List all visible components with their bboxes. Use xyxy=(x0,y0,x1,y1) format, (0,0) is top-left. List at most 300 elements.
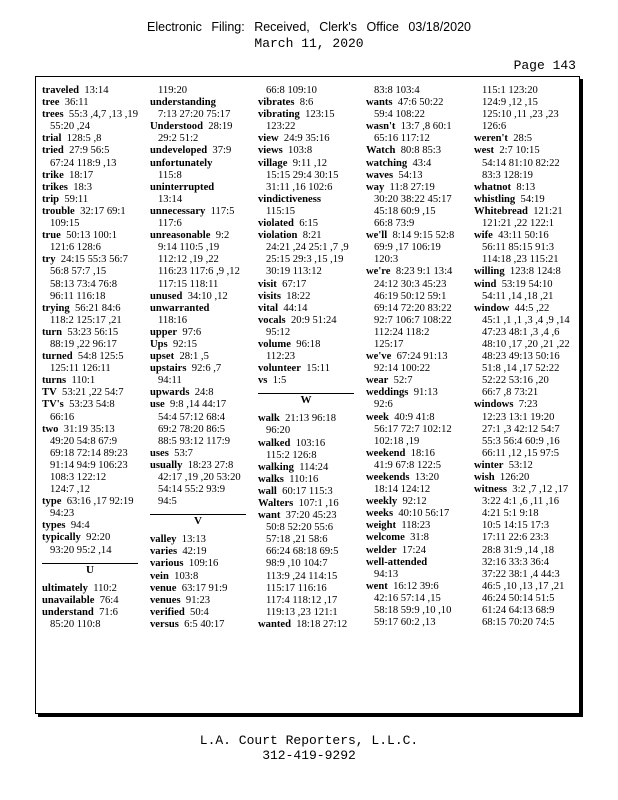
index-term: upper xyxy=(150,326,178,338)
index-term: watching xyxy=(366,157,408,169)
index-refs: 9:2 xyxy=(215,230,230,242)
index-refs: 94:5 xyxy=(158,496,177,508)
index-term: vs xyxy=(258,375,268,387)
index-refs: 49:20 54:8 67:9 xyxy=(50,435,118,447)
index-refs: 28:8 31:9 ,14 ,18 xyxy=(482,544,555,556)
index-refs: 31:8 xyxy=(410,532,429,544)
index-entry xyxy=(258,522,356,534)
index-entry xyxy=(42,109,140,121)
index-entry xyxy=(258,351,356,363)
index-entry xyxy=(474,339,572,351)
index-entry xyxy=(258,266,356,278)
index-refs: 117:5 xyxy=(210,205,235,217)
index-entry xyxy=(42,412,140,424)
section-letter: W xyxy=(300,394,312,407)
index-entry xyxy=(150,206,248,218)
index-entry xyxy=(42,121,140,133)
index-refs: 30:19 113:12 xyxy=(266,266,322,278)
index-refs: 124:9 ,12 ,15 xyxy=(482,97,538,109)
section-header xyxy=(258,387,356,413)
index-entry xyxy=(258,425,356,437)
index-entry xyxy=(42,339,140,351)
index-entry xyxy=(258,558,356,570)
index-entry xyxy=(366,581,464,593)
index-refs: 96:20 xyxy=(266,425,291,437)
footer-phone: 312-419-9292 xyxy=(262,748,356,763)
index-refs: 85:20 110:8 xyxy=(50,618,101,630)
index-entry xyxy=(150,315,248,327)
index-entry xyxy=(150,182,248,194)
index-column-3 xyxy=(258,85,356,705)
index-entry xyxy=(150,399,248,411)
index-term: trying xyxy=(42,302,70,314)
index-entry xyxy=(150,133,248,145)
index-refs: 113:9 ,24 114:15 xyxy=(266,570,338,582)
index-refs: 16:12 39:6 xyxy=(393,580,439,592)
index-term: versus xyxy=(150,618,179,630)
index-refs: 91:14 94:9 106:23 xyxy=(50,459,128,471)
index-entry xyxy=(42,170,140,182)
index-refs: 20:9 51:24 xyxy=(290,314,337,326)
index-refs: 29:2 51:2 xyxy=(158,133,199,145)
index-entry xyxy=(366,557,464,569)
index-term: TV's xyxy=(42,399,64,411)
index-refs: 121:21 xyxy=(533,205,563,217)
index-term: walks xyxy=(258,473,284,485)
index-refs: 59:17 60:2 ,13 xyxy=(374,617,436,629)
index-term: TV xyxy=(42,387,57,399)
index-refs: 117:15 118:11 xyxy=(158,278,219,290)
index-entry xyxy=(42,387,140,399)
index-entry xyxy=(474,97,572,109)
index-term: willing xyxy=(474,266,505,278)
index-term: wall xyxy=(258,485,277,497)
index-entry xyxy=(150,375,248,387)
index-term: understand xyxy=(42,606,94,618)
index-entry xyxy=(42,595,140,607)
index-entry xyxy=(366,182,464,194)
index-entry xyxy=(366,508,464,520)
index-entry xyxy=(366,97,464,109)
index-refs: 57:18 ,21 58:6 xyxy=(266,534,328,546)
index-term: tried xyxy=(42,145,64,157)
index-refs: 8:6 xyxy=(299,97,314,109)
index-refs: 50:4 xyxy=(190,606,209,618)
index-refs: 11:8 27:19 xyxy=(389,181,435,193)
index-refs: 31:11 ,16 102:6 xyxy=(266,181,333,193)
index-refs: 88:5 93:12 117:9 xyxy=(158,435,230,447)
index-term: whistling xyxy=(474,193,516,205)
index-entry xyxy=(150,291,248,303)
index-refs: 121:21 ,22 122:1 xyxy=(482,218,555,230)
index-term: trike xyxy=(42,169,64,181)
index-entry xyxy=(366,363,464,375)
index-refs: 34:10 ,12 xyxy=(187,290,228,302)
index-term: verified xyxy=(150,606,185,618)
index-entry xyxy=(150,218,248,230)
index-refs: 93:20 95:2 ,14 xyxy=(50,544,112,556)
index-refs: 59:11 xyxy=(64,193,89,205)
index-column-1 xyxy=(42,85,140,705)
index-term: volume xyxy=(258,338,291,350)
index-entry xyxy=(42,436,140,448)
index-refs: 37:22 38:1 ,4 44:3 xyxy=(482,568,560,580)
index-term: violated xyxy=(258,218,294,230)
page-number: Page 143 xyxy=(513,58,576,73)
index-refs: 103:8 xyxy=(288,145,313,157)
index-entry xyxy=(474,145,572,157)
index-refs: 48:23 49:13 50:16 xyxy=(482,351,560,363)
index-entry xyxy=(150,242,248,254)
index-entry xyxy=(42,279,140,291)
index-entry xyxy=(42,619,140,631)
index-entry xyxy=(258,339,356,351)
index-refs: 6:15 xyxy=(299,218,319,230)
section-letter: V xyxy=(194,515,202,528)
index-refs: 54:14 81:10 82:22 xyxy=(482,157,560,169)
index-refs: 25:15 29:3 ,15 ,19 xyxy=(266,254,344,266)
index-refs: 94:4 xyxy=(70,520,90,532)
index-refs: 18:23 27:8 xyxy=(187,459,234,471)
index-refs: 110:1 xyxy=(71,375,96,387)
index-term: usually xyxy=(150,459,183,471)
section-header xyxy=(42,557,140,583)
index-term: trikes xyxy=(42,181,68,193)
index-entry xyxy=(42,303,140,315)
index-term: weekly xyxy=(366,496,398,508)
index-entry xyxy=(474,375,572,387)
index-entry xyxy=(150,546,248,558)
index-entry xyxy=(258,438,356,450)
index-entry xyxy=(366,532,464,544)
index-entry xyxy=(150,254,248,266)
index-refs: 30:20 38:22 45:17 xyxy=(374,193,452,205)
index-entry xyxy=(258,571,356,583)
index-entry xyxy=(366,194,464,206)
index-entry xyxy=(42,508,140,520)
index-refs: 55:20 ,24 xyxy=(50,121,91,133)
index-refs: 7:13 27:20 75:17 xyxy=(158,109,231,121)
index-refs: 46:5 ,10 ,13 ,17 ,21 xyxy=(482,580,565,592)
index-refs: 123:8 124:8 xyxy=(509,266,561,278)
index-refs: 63:16 ,17 92:19 xyxy=(66,496,134,508)
index-refs: 32:16 33:3 36:4 xyxy=(482,556,550,568)
index-entry xyxy=(366,545,464,557)
index-refs: 65:16 117:12 xyxy=(374,133,430,145)
index-entry xyxy=(150,448,248,460)
index-term: well-attended xyxy=(366,556,428,568)
index-refs: 54:11 ,14 ,18 ,21 xyxy=(482,290,554,302)
index-refs: 45:1 ,1 ,1 ,3 ,4 ,9 ,14 xyxy=(482,314,570,326)
index-entry xyxy=(150,583,248,595)
index-entry xyxy=(474,399,572,411)
index-refs: 7:23 xyxy=(518,399,538,411)
index-refs: 4:21 5:1 9:18 xyxy=(482,508,539,520)
index-entry xyxy=(150,266,248,278)
index-refs: 52:7 xyxy=(393,375,413,387)
index-refs: 3:2 ,7 ,12 ,17 xyxy=(512,484,569,496)
index-entry xyxy=(42,545,140,557)
index-entry xyxy=(366,170,464,182)
index-term: venues xyxy=(150,594,181,606)
index-entry xyxy=(474,315,572,327)
index-refs: 42:19 xyxy=(182,546,207,558)
index-refs: 18:17 xyxy=(69,169,94,181)
index-entry xyxy=(366,85,464,97)
index-entry xyxy=(366,617,464,629)
index-entry xyxy=(258,595,356,607)
index-entry xyxy=(366,303,464,315)
index-refs: 91:13 xyxy=(413,387,438,399)
index-entry xyxy=(366,484,464,496)
index-entry xyxy=(474,266,572,278)
index-refs: 112:12 ,19 ,22 xyxy=(158,254,219,266)
index-refs: 92:12 xyxy=(402,496,427,508)
index-entry xyxy=(150,145,248,157)
index-entry xyxy=(366,605,464,617)
index-entry xyxy=(42,158,140,170)
index-refs: 24:21 ,24 25:1 ,7 ,9 xyxy=(266,242,349,254)
index-entry xyxy=(258,133,356,145)
index-refs: 124:7 ,12 xyxy=(50,484,91,496)
index-term: unused xyxy=(150,290,183,302)
index-column-5 xyxy=(474,85,572,705)
index-term: vindictiveness xyxy=(258,193,321,205)
index-term: weddings xyxy=(366,387,409,399)
index-entry xyxy=(42,218,140,230)
index-refs: 56:17 72:7 102:12 xyxy=(374,423,452,435)
index-term: walk xyxy=(258,413,280,425)
index-refs: 43:11 50:16 xyxy=(498,230,549,242)
index-refs: 118:2 125:17 ,21 xyxy=(50,314,122,326)
index-entry xyxy=(366,230,464,242)
index-entry xyxy=(366,291,464,303)
index-refs: 15:15 29:4 30:15 xyxy=(266,169,339,181)
index-refs: 24:8 xyxy=(194,387,214,399)
index-term: weekend xyxy=(366,447,406,459)
index-term: Watch xyxy=(366,145,396,157)
index-entry xyxy=(258,474,356,486)
index-entry xyxy=(366,327,464,339)
index-refs: 9:11 ,12 xyxy=(292,157,328,169)
index-refs: 53:21 ,22 54:7 xyxy=(62,387,124,399)
index-entry xyxy=(366,158,464,170)
index-entry xyxy=(258,242,356,254)
index-refs: 50:13 100:1 xyxy=(66,230,118,242)
index-refs: 46:19 50:12 59:1 xyxy=(374,290,447,302)
index-term: trial xyxy=(42,133,62,145)
index-refs: 6:5 40:17 xyxy=(184,618,225,630)
index-entry xyxy=(258,109,356,121)
index-refs: 41:9 67:8 122:5 xyxy=(374,459,442,471)
index-refs: 8:14 9:15 52:8 xyxy=(392,230,455,242)
index-refs: 36:11 xyxy=(64,97,89,109)
index-refs: 108:3 122:12 xyxy=(50,472,107,483)
index-refs: 46:24 50:14 51:5 xyxy=(482,592,555,604)
index-refs: 58:18 59:9 ,10 ,10 xyxy=(374,605,452,617)
index-entry xyxy=(150,109,248,121)
index-refs: 109:16 xyxy=(188,558,219,570)
index-entry xyxy=(258,546,356,558)
index-entry xyxy=(366,569,464,581)
index-term: witness xyxy=(474,484,507,496)
index-term: unavailable xyxy=(42,594,95,606)
index-term: walking xyxy=(258,461,294,473)
index-refs: 13:13 xyxy=(181,534,206,546)
index-term: unwarranted xyxy=(150,302,210,314)
index-entry xyxy=(474,545,572,557)
index-term: vibrates xyxy=(258,97,295,109)
index-entry xyxy=(474,158,572,170)
index-entry xyxy=(474,605,572,617)
index-refs: 60:17 115:3 xyxy=(282,485,333,497)
footer-reporter: L.A. Court Reporters, L.L.C. xyxy=(199,733,419,748)
index-refs: 66:16 xyxy=(50,411,75,423)
index-entry xyxy=(150,121,248,133)
index-refs: 27:1 ,3 42:12 54:7 xyxy=(482,423,560,435)
index-entry xyxy=(150,595,248,607)
index-term: views xyxy=(258,145,283,157)
index-refs: 13:7 ,8 60:1 xyxy=(400,121,452,133)
index-refs: 114:24 xyxy=(299,461,329,473)
index-entry xyxy=(150,279,248,291)
index-refs: 110:2 xyxy=(93,582,117,594)
index-term: typically xyxy=(42,532,81,544)
index-entry xyxy=(258,291,356,303)
index-entry xyxy=(366,109,464,121)
index-entry xyxy=(42,133,140,145)
index-refs: 107:1 ,16 xyxy=(298,498,339,509)
index-entry xyxy=(150,484,248,496)
index-refs: 47:6 50:22 xyxy=(397,97,444,109)
index-term: weeks xyxy=(366,508,394,520)
index-refs: 40:9 41:8 xyxy=(394,411,435,423)
index-entry xyxy=(366,254,464,266)
index-refs: 98:9 ,10 104:7 xyxy=(266,558,328,570)
index-term: Walters xyxy=(258,498,294,509)
index-entry xyxy=(366,206,464,218)
index-entry xyxy=(42,351,140,363)
section-header xyxy=(150,508,248,534)
index-refs: 32:17 69:1 xyxy=(80,205,126,217)
index-refs: 128:5 ,8 xyxy=(66,133,102,145)
index-refs: 96:11 116:18 xyxy=(50,290,106,302)
index-entry xyxy=(42,194,140,206)
index-entry xyxy=(474,230,572,242)
index-refs: 10:5 14:15 17:3 xyxy=(482,520,550,532)
index-refs: 13:20 xyxy=(414,472,439,483)
index-refs: 37:9 xyxy=(212,145,232,157)
index-entry xyxy=(258,510,356,522)
index-refs: 9:8 ,14 44:17 xyxy=(170,399,227,411)
index-entry xyxy=(42,424,140,436)
index-entry xyxy=(42,460,140,472)
index-entry xyxy=(258,534,356,546)
index-entry xyxy=(474,448,572,460)
index-refs: 54:14 55:2 93:9 xyxy=(158,484,226,496)
index-refs: 123:22 xyxy=(266,121,296,133)
index-refs: 18:3 xyxy=(73,181,93,193)
index-term: wind xyxy=(474,278,497,290)
index-entry xyxy=(366,351,464,363)
index-term: tree xyxy=(42,97,60,109)
index-refs: 92:6 ,7 xyxy=(191,363,222,375)
index-term: Ups xyxy=(150,338,168,350)
index-refs: 53:19 54:10 xyxy=(501,278,553,290)
index-refs: 40:10 56:17 xyxy=(398,508,450,520)
index-refs: 13:14 xyxy=(158,193,183,205)
index-column-4 xyxy=(366,85,464,705)
index-term: visit xyxy=(258,278,277,290)
index-refs: 48:10 ,17 ,20 ,21 ,22 xyxy=(482,338,570,350)
index-entry xyxy=(474,170,572,182)
index-entry xyxy=(150,436,248,448)
index-refs: 1:5 xyxy=(272,375,287,387)
index-entry xyxy=(42,448,140,460)
index-refs: 56:11 85:15 91:3 xyxy=(482,242,554,254)
index-refs: 42:17 ,19 ,20 53:20 xyxy=(158,472,241,483)
index-entry xyxy=(258,194,356,206)
index-refs: 83:3 128:19 xyxy=(482,169,533,181)
index-refs: 54:19 xyxy=(520,193,545,205)
index-refs: 76:4 xyxy=(99,594,119,606)
index-entry xyxy=(258,607,356,619)
index-term: turned xyxy=(42,351,73,363)
index-entry xyxy=(258,413,356,425)
index-entry xyxy=(366,520,464,532)
index-refs: 45:18 60:9 ,15 xyxy=(374,205,436,217)
index-entry xyxy=(150,363,248,375)
index-entry xyxy=(150,496,248,508)
index-entry xyxy=(150,460,248,472)
index-entry xyxy=(366,472,464,484)
index-term: Whitebread xyxy=(474,205,528,217)
index-term: two xyxy=(42,423,59,435)
index-entry xyxy=(150,327,248,339)
index-entry xyxy=(474,303,572,315)
index-entry xyxy=(42,484,140,496)
index-refs: 66:7 ,8 73:21 xyxy=(482,387,539,399)
index-refs: 54:8 125:5 xyxy=(77,351,124,363)
index-entry xyxy=(474,532,572,544)
index-refs: 112:24 118:2 xyxy=(374,326,430,338)
index-entry xyxy=(366,218,464,230)
index-entry xyxy=(474,520,572,532)
index-refs: 8:21 xyxy=(302,230,322,242)
index-entry xyxy=(150,158,248,170)
index-entry xyxy=(150,85,248,97)
index-refs: 13:14 xyxy=(84,85,109,96)
section-letter: U xyxy=(86,563,94,576)
index-entry xyxy=(474,557,572,569)
index-entry xyxy=(150,571,248,583)
index-refs: 126:20 xyxy=(499,472,530,483)
index-entry xyxy=(42,266,140,278)
index-term: window xyxy=(474,302,510,314)
index-refs: 114:18 ,23 115:21 xyxy=(482,254,559,266)
index-entry xyxy=(258,450,356,462)
index-entry xyxy=(258,462,356,474)
index-entry xyxy=(366,412,464,424)
index-term: whatnot xyxy=(474,181,512,193)
index-term: trouble xyxy=(42,205,75,217)
index-refs: 92:20 xyxy=(86,532,111,544)
index-entry xyxy=(474,569,572,581)
index-refs: 53:23 56:15 xyxy=(67,326,119,338)
index-entry xyxy=(474,254,572,266)
index-term: unreasonable xyxy=(150,230,211,242)
index-refs: 110:16 xyxy=(289,473,319,485)
